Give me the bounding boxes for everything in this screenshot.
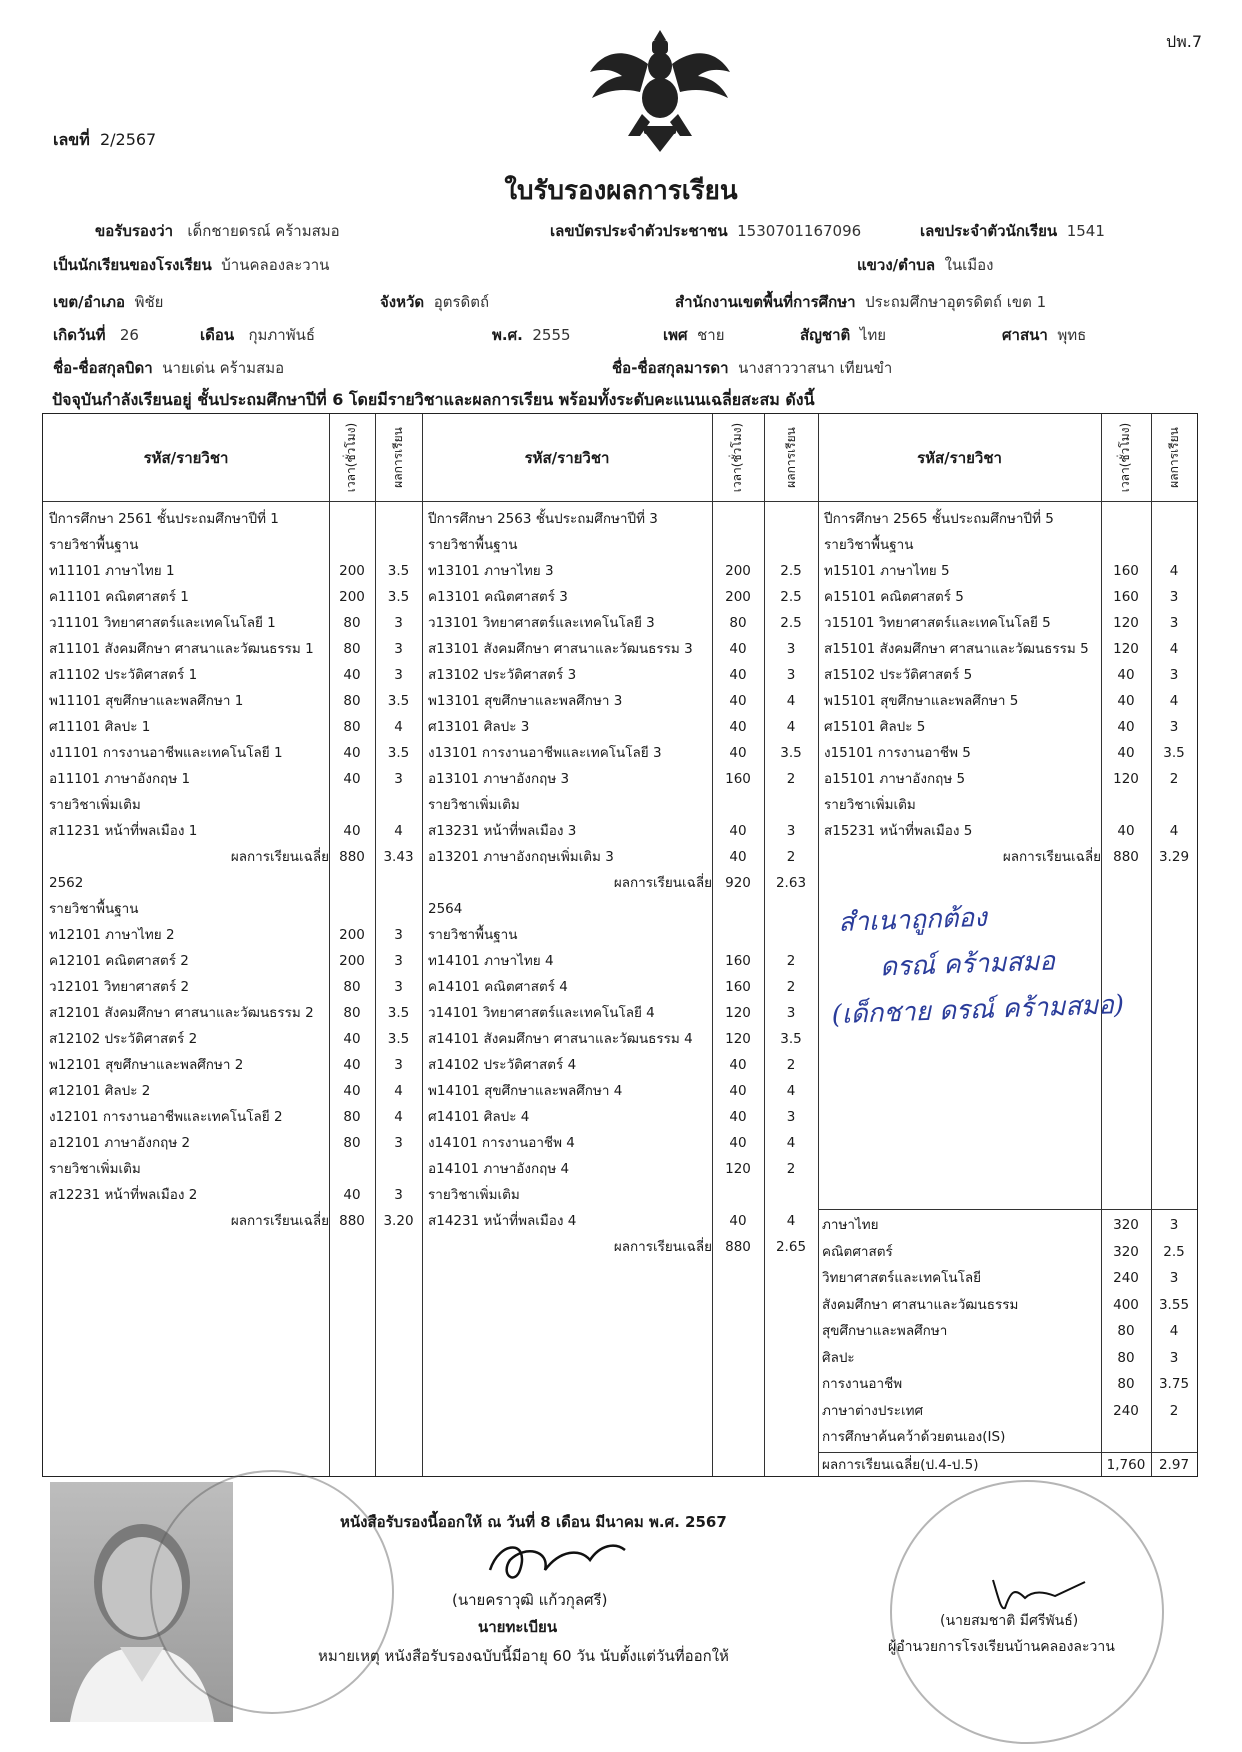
subject-name: ศ15101 ศิลปะ 5 <box>824 719 926 735</box>
subject-hours: 40 <box>729 693 747 709</box>
subject-hours: 40 <box>343 771 361 787</box>
subject-hours: 160 <box>725 771 751 787</box>
school-name: บ้านคลองละวาน <box>221 256 330 274</box>
subject-grade: 3 <box>394 1187 403 1203</box>
subject-grade: 2 <box>786 771 796 787</box>
header-subject-1: รหัส/รายวิชา <box>143 448 229 467</box>
average-label: ผลการเรียนเฉลี่ย <box>230 849 329 865</box>
subject-grade: 3.5 <box>387 745 410 761</box>
subject-name: อ15101 ภาษาอังกฤษ 5 <box>824 771 966 787</box>
summary-hours: 320 <box>1113 1217 1139 1233</box>
subject-grade: 3 <box>1169 615 1179 631</box>
id-card-number: 1530701167096 <box>737 222 862 240</box>
subject-name: ปีการศึกษา 2565 ชั้นประถมศึกษาปีที่ 5 <box>824 511 1054 527</box>
subject-hours: 200 <box>339 563 365 579</box>
subject-hours: 80 <box>729 615 747 631</box>
subject-name: อ14101 ภาษาอังกฤษ 4 <box>428 1161 570 1177</box>
average-label: ผลการเรียนเฉลี่ย <box>613 1239 712 1255</box>
certify-row: ขอรับรองว่า เด็กชายดรณ์ คร้ามสมอ <box>95 222 340 240</box>
subject-hours <box>1101 792 1151 818</box>
garuda-emblem-icon <box>584 26 736 156</box>
validity-note: หมายเหตุ หนังสือรับรองฉบับนี้มีอายุ 60 วัน นับตั้งแต่วันที่ออกให้ <box>318 1647 729 1665</box>
summary-total-row <box>818 1452 1197 1477</box>
subject-hours: 40 <box>343 1031 361 1047</box>
subject-grade: 3 <box>394 771 403 787</box>
summary-subject: ภาษาไทย <box>822 1217 879 1233</box>
subject-name: รายวิชาเพิ่มเติม <box>428 797 520 813</box>
summary-subject: ภาษาต่างประเทศ <box>822 1402 924 1419</box>
subject-grade: 2 <box>786 953 796 969</box>
subject-name: ค15101 คณิตศาสตร์ 5 <box>824 589 964 605</box>
average-label: ผลการเรียนเฉลี่ย <box>1002 849 1101 865</box>
birth-month-row: เดือน กุมภาพันธ์ <box>200 326 316 344</box>
subject-name: ค14101 คณิตศาสตร์ 4 <box>428 979 568 995</box>
subject-hours <box>712 532 764 558</box>
header-grade-1: ผลการเรียน <box>391 427 405 488</box>
birth-day-row: เกิดวันที่ 26 <box>53 326 139 344</box>
subject-name: อ13101 ภาษาอังกฤษ 3 <box>428 771 570 787</box>
father-row: ชื่อ-ชื่อสกุลบิดา นายเด่น คร้ามสมอ <box>53 359 285 377</box>
subject-grade <box>1151 792 1197 818</box>
subject-name: ศ12101 ศิลปะ 2 <box>49 1083 151 1099</box>
subject-name: รายวิชาพื้นฐาน <box>824 537 914 553</box>
subject-name: ง12101 การงานอาชีพและเทคโนโลยี 2 <box>49 1109 283 1125</box>
subject-grade: 3 <box>394 641 403 657</box>
subject-grade: 3 <box>394 979 403 995</box>
average-label: ผลการเรียนเฉลี่ย <box>613 875 712 891</box>
subject-hours: 40 <box>343 823 361 839</box>
subject-grade: 3 <box>394 927 403 943</box>
religion-row: ศาสนา พุทธ <box>1002 326 1087 344</box>
document-title: ใบรับรองผลการเรียน <box>504 176 738 206</box>
subject-hours: 920 <box>725 875 751 891</box>
subject-grade: 2 <box>786 1161 796 1177</box>
intro-sentence: ปัจจุบันกำลังเรียนอยู่ ชั้นประถมศึกษาปีที่ 6 โดยมีรายวิชาและผลการเรียน พร้อมทั้งระดับคะแนนเฉลี่ยสะสม ดังนี้ <box>52 390 815 409</box>
subject-grade <box>764 506 818 532</box>
subject-name: พ11101 สุขศึกษาและพลศึกษา 1 <box>49 693 244 709</box>
subject-grade: 3.5 <box>387 563 410 579</box>
summary-hours: 240 <box>1113 1402 1139 1419</box>
summary-grade: 4 <box>1169 1323 1179 1339</box>
subject-grade: 3 <box>394 953 403 969</box>
subject-name: ค12101 คณิตศาสตร์ 2 <box>49 953 189 969</box>
subject-name: รายวิชาพื้นฐาน <box>428 537 518 553</box>
subject-name: รายวิชาพื้นฐาน <box>49 537 139 553</box>
subject-name: ส13231 หน้าที่พลเมือง 3 <box>428 823 577 839</box>
subject-hours <box>712 792 764 818</box>
subject-hours: 40 <box>729 1057 747 1073</box>
summary-hours <box>1101 1424 1151 1450</box>
summary-hours: 400 <box>1113 1296 1139 1313</box>
subject-name: รายวิชาเพิ่มเติม <box>824 797 916 813</box>
subdistrict: ในเมือง <box>944 256 994 274</box>
subject-grade: 3.5 <box>780 745 802 761</box>
registrar-position: นายทะเบียน <box>478 1618 558 1636</box>
student-no-row: เลขประจำตัวนักเรียน 1541 <box>920 222 1105 240</box>
subject-hours: 160 <box>1113 589 1139 605</box>
subject-hours: 200 <box>339 953 365 969</box>
subject-name: พ13101 สุขศึกษาและพลศึกษา 3 <box>428 693 623 709</box>
handwritten-certification: สำเนาถูกต้อง ดรณ์ คร้ามสมอ (เด็กชาย ดรณ์ คร้ามสมอ) <box>831 902 1125 1031</box>
subject-hours: 120 <box>1113 771 1139 787</box>
subject-grade: 3 <box>394 667 403 683</box>
subject-grade <box>375 506 422 532</box>
subject-name: 2564 <box>428 901 463 917</box>
subject-hours: 120 <box>1113 615 1139 631</box>
school-row: เป็นนักเรียนของโรงเรียน บ้านคลองละวาน <box>53 256 330 274</box>
subject-hours: 120 <box>725 1161 751 1177</box>
summary-total-hours: 1,760 <box>1106 1457 1146 1473</box>
subject-name: 2562 <box>49 875 84 891</box>
subject-name: รายวิชาพื้นฐาน <box>49 901 139 917</box>
subject-name: ส15101 สังคมศึกษา ศาสนาและวัฒนธรรม 5 <box>824 641 1089 657</box>
subject-name: ส12101 สังคมศึกษา ศาสนาและวัฒนธรรม 2 <box>49 1005 314 1021</box>
subject-grade: 4 <box>394 1109 403 1125</box>
summary-subject: วิทยาศาสตร์และเทคโนโลยี <box>822 1270 982 1286</box>
subject-hours: 120 <box>725 1005 751 1021</box>
subject-grade: 3.20 <box>383 1213 414 1229</box>
subject-name: ส12231 หน้าที่พลเมือง 2 <box>49 1187 198 1203</box>
subject-hours: 880 <box>1113 849 1139 865</box>
subject-name: ท12101 ภาษาไทย 2 <box>49 927 175 943</box>
subject-hours: 40 <box>729 849 747 865</box>
subject-grade <box>764 792 818 818</box>
subject-name: ท14101 ภาษาไทย 4 <box>428 953 554 969</box>
subject-hours: 40 <box>343 1083 361 1099</box>
subject-hours: 40 <box>343 1057 361 1073</box>
summary-hours: 320 <box>1113 1243 1139 1260</box>
province: อุตรดิตถ์ <box>433 293 490 311</box>
subject-grade: 3.5 <box>387 1005 410 1021</box>
subject-name: ว12101 วิทยาศาสตร์ 2 <box>49 979 190 995</box>
summary-subject: สุขศึกษาและพลศึกษา <box>822 1323 948 1339</box>
average-label: ผลการเรียนเฉลี่ย <box>230 1213 329 1229</box>
subject-hours <box>712 896 764 922</box>
subject-grade: 3.5 <box>780 1031 802 1047</box>
subject-grade <box>375 792 422 818</box>
subject-hours: 80 <box>343 1005 361 1021</box>
subject-name: อ12101 ภาษาอังกฤษ 2 <box>49 1135 191 1151</box>
subject-name: ว11101 วิทยาศาสตร์และเทคโนโลยี 1 <box>49 615 276 631</box>
subject-name: ส14101 สังคมศึกษา ศาสนาและวัฒนธรรม 4 <box>428 1031 693 1047</box>
subject-name: ส12102 ประวัติศาสตร์ 2 <box>49 1031 198 1047</box>
subject-name: พ12101 สุขศึกษาและพลศึกษา 2 <box>49 1057 244 1073</box>
subject-grade: 3 <box>1169 667 1179 683</box>
subject-name: ท13101 ภาษาไทย 3 <box>428 563 554 579</box>
subject-name: ส11102 ประวัติศาสตร์ 1 <box>49 667 198 683</box>
subject-hours <box>712 506 764 532</box>
subject-grade: 3 <box>786 667 796 683</box>
education-office-row: สำนักงานเขตพื้นที่การศึกษา ประถมศึกษาอุตรดิตถ์ เขต 1 <box>675 293 1047 311</box>
summary-total-label: ผลการเรียนเฉลี่ย(ป.4-ป.5) <box>822 1457 979 1473</box>
subject-grade <box>764 1182 818 1208</box>
subject-grade: 2.5 <box>780 563 802 579</box>
summary-total-grade: 2.97 <box>1158 1457 1190 1473</box>
subject-grade: 4 <box>1169 563 1179 579</box>
subject-name: ง15101 การงานอาชีพ 5 <box>824 745 971 761</box>
summary-box <box>818 1209 1197 1453</box>
subject-grade: 4 <box>1169 823 1179 839</box>
subject-grade: 3 <box>394 615 403 631</box>
subject-grade: 4 <box>786 1213 796 1229</box>
summary-subject: สังคมศึกษา ศาสนาและวัฒนธรรม <box>822 1296 1019 1313</box>
subject-grade: 3 <box>786 1109 796 1125</box>
header-subject-2: รหัส/รายวิชา <box>524 448 610 467</box>
subject-name: รายวิชาเพิ่มเติม <box>49 1161 141 1177</box>
subject-grade: 3 <box>1169 589 1179 605</box>
subject-name: พ15101 สุขศึกษาและพลศึกษา 5 <box>824 693 1019 709</box>
subject-hours <box>329 870 375 896</box>
subject-name: อ11101 ภาษาอังกฤษ 1 <box>49 771 191 787</box>
subject-hours: 200 <box>725 563 751 579</box>
subject-name: ศ11101 ศิลปะ 1 <box>49 719 151 735</box>
subject-hours: 80 <box>343 641 361 657</box>
subject-grade: 2.5 <box>780 589 802 605</box>
subject-hours: 120 <box>725 1031 751 1047</box>
summary-subject: ศิลปะ <box>822 1349 855 1366</box>
subject-name: ง11101 การงานอาชีพและเทคโนโลยี 1 <box>49 745 283 761</box>
subject-grade <box>375 532 422 558</box>
subject-hours <box>1101 532 1151 558</box>
mother-row: ชื่อ-ชื่อสกุลมารดา นางสาววาสนา เทียนขำ <box>612 359 893 377</box>
subject-grade: 4 <box>786 1083 796 1099</box>
subject-hours: 40 <box>729 1135 747 1151</box>
subject-hours: 40 <box>1117 719 1135 735</box>
subdistrict-row: แขวง/ตำบล ในเมือง <box>857 256 994 274</box>
subject-hours: 80 <box>343 693 361 709</box>
subject-hours: 160 <box>1113 563 1139 579</box>
form-code: ปพ.7 <box>1166 32 1202 51</box>
director-name: (นายสมชาติ มีศรีพันธ์) <box>940 1613 1079 1629</box>
subject-grade: 4 <box>786 1135 796 1151</box>
subject-name: อ13201 ภาษาอังกฤษเพิ่มเติม 3 <box>428 849 614 865</box>
subject-name: รายวิชาเพิ่มเติม <box>49 797 141 813</box>
subject-grade <box>375 870 422 896</box>
subject-grade: 2.5 <box>780 615 802 631</box>
subject-hours: 40 <box>1117 823 1135 839</box>
subject-hours <box>712 922 764 948</box>
subject-name: ส15102 ประวัติศาสตร์ 5 <box>824 667 973 683</box>
subject-grade: 2.65 <box>775 1239 807 1255</box>
director-position: ผู้อำนวยการโรงเรียนบ้านคลองละวาน <box>888 1639 1115 1655</box>
subject-name: ปีการศึกษา 2563 ชั้นประถมศึกษาปีที่ 3 <box>428 511 658 527</box>
summary-subject: คณิตศาสตร์ <box>822 1243 893 1260</box>
subject-hours: 880 <box>339 1213 365 1229</box>
subject-grade <box>1151 506 1197 532</box>
subject-hours: 40 <box>1117 693 1135 709</box>
subject-hours: 40 <box>729 745 747 761</box>
subject-grade: 3.5 <box>387 589 410 605</box>
education-office: ประถมศึกษาอุตรดิตถ์ เขต 1 <box>865 293 1047 311</box>
subject-hours: 80 <box>343 719 361 735</box>
subject-hours: 40 <box>343 745 361 761</box>
subject-name: ส14231 หน้าที่พลเมือง 4 <box>428 1213 577 1229</box>
subject-hours <box>329 532 375 558</box>
subject-name: ส11101 สังคมศึกษา ศาสนาและวัฒนธรรม 1 <box>49 641 314 657</box>
subject-name: รายวิชาเพิ่มเติม <box>428 1187 520 1203</box>
subject-hours: 40 <box>729 641 747 657</box>
subject-hours: 200 <box>339 589 365 605</box>
subject-hours: 40 <box>729 667 747 683</box>
subject-name: ว13101 วิทยาศาสตร์และเทคโนโลยี 3 <box>428 615 655 631</box>
subject-grade: 2.63 <box>775 875 807 891</box>
subject-hours: 40 <box>343 667 361 683</box>
subject-grade: 4 <box>1169 641 1179 657</box>
subject-grade: 3 <box>786 1005 796 1021</box>
subject-grade: 3.5 <box>1163 745 1185 761</box>
registrar-signature <box>480 1530 630 1590</box>
subject-hours <box>329 506 375 532</box>
issue-date: หนังสือรับรองนี้ออกให้ ณ วันที่ 8 เดือน มีนาคม พ.ศ. 2567 <box>340 1513 727 1531</box>
subject-grade <box>764 532 818 558</box>
summary-hours: 80 <box>1117 1349 1135 1366</box>
student-number: 1541 <box>1066 222 1105 240</box>
subject-grade: 3.43 <box>383 849 414 865</box>
summary-grade: 3.55 <box>1158 1296 1190 1313</box>
subject-name: รายวิชาพื้นฐาน <box>428 927 518 943</box>
subject-grade: 4 <box>786 719 796 735</box>
subject-grade <box>764 896 818 922</box>
subject-hours: 200 <box>339 927 365 943</box>
subject-hours: 40 <box>1117 745 1135 761</box>
summary-grade: 3 <box>1169 1349 1179 1366</box>
subject-hours: 120 <box>1113 641 1139 657</box>
subject-name: ส13101 สังคมศึกษา ศาสนาและวัฒนธรรม 3 <box>428 641 693 657</box>
registrar-name: (นายคราวุฒิ แก้วกุลศรี) <box>452 1591 608 1609</box>
subject-name: ค11101 คณิตศาสตร์ 1 <box>49 589 189 605</box>
subject-hours: 80 <box>343 1135 361 1151</box>
header-hours-2: เวลา(ชั่วโมง) <box>730 422 745 493</box>
subject-name: ว15101 วิทยาศาสตร์และเทคโนโลยี 5 <box>824 615 1051 631</box>
subject-grade <box>375 896 422 922</box>
summary-grade: 2 <box>1169 1402 1179 1419</box>
subject-hours: 160 <box>725 979 751 995</box>
subject-grade: 4 <box>394 1083 403 1099</box>
subject-hours: 40 <box>729 1109 747 1125</box>
subject-grade <box>375 1156 422 1182</box>
subject-grade: 3.29 <box>1158 849 1190 865</box>
subject-hours: 160 <box>725 953 751 969</box>
summary-subject: การศึกษาค้นคว้าด้วยตนเอง(IS) <box>822 1429 1006 1445</box>
summary-grade: 3 <box>1169 1270 1179 1286</box>
summary-subject: การงานอาชีพ <box>822 1376 903 1392</box>
subject-hours: 880 <box>725 1239 751 1255</box>
subject-name: ปีการศึกษา 2561 ชั้นประถมศึกษาปีที่ 1 <box>49 511 279 527</box>
subject-hours: 40 <box>343 1187 361 1203</box>
subject-grade: 3 <box>394 1135 403 1151</box>
subject-name: ส14102 ประวัติศาสตร์ 4 <box>428 1057 577 1073</box>
subject-grade: 3 <box>394 1057 403 1073</box>
subject-hours <box>329 792 375 818</box>
subject-hours: 80 <box>343 979 361 995</box>
subject-name: พ14101 สุขศึกษาและพลศึกษา 4 <box>428 1083 623 1099</box>
subject-name: ส11231 หน้าที่พลเมือง 1 <box>49 823 198 839</box>
province-row: จังหวัด อุตรดิตถ์ <box>380 293 490 311</box>
subject-hours <box>329 1156 375 1182</box>
subject-name: ศ13101 ศิลปะ 3 <box>428 719 530 735</box>
subject-name: ศ14101 ศิลปะ 4 <box>428 1109 530 1125</box>
subject-grade: 3 <box>1169 719 1179 735</box>
district: พิชัย <box>134 293 164 311</box>
summary-grade: 2.5 <box>1163 1243 1185 1260</box>
subject-name: ค13101 คณิตศาสตร์ 3 <box>428 589 568 605</box>
subject-hours: 40 <box>729 719 747 735</box>
subject-hours <box>329 896 375 922</box>
subject-hours: 40 <box>729 823 747 839</box>
birth-year-row: พ.ศ. 2555 <box>492 326 571 344</box>
header-grade-3: ผลการเรียน <box>1166 427 1181 488</box>
subject-grade: 2 <box>786 1057 796 1073</box>
district-row: เขต/อำเภอ พิชัย <box>53 293 164 311</box>
header-hours-3: เวลา(ชั่วโมง) <box>1118 422 1133 493</box>
director-signature <box>985 1570 1095 1615</box>
subject-grade: 4 <box>1169 693 1179 709</box>
subject-name: ง14101 การงานอาชีพ 4 <box>428 1135 575 1151</box>
subject-name: ท11101 ภาษาไทย 1 <box>49 563 175 579</box>
subject-grade <box>764 922 818 948</box>
subject-hours: 40 <box>729 1083 747 1099</box>
document-number: เลขที่ 2/2567 <box>53 130 157 149</box>
subject-grade: 4 <box>394 719 403 735</box>
subject-name: ว14101 วิทยาศาสตร์และเทคโนโลยี 4 <box>428 1005 655 1021</box>
header-hours-1: เวลา(ชั่วโมง) <box>344 422 359 493</box>
subject-hours: 80 <box>343 1109 361 1125</box>
subject-grade: 4 <box>394 823 403 839</box>
sex-row: เพศ ชาย <box>663 326 725 344</box>
header-divider <box>43 501 1197 502</box>
summary-grade <box>1151 1424 1197 1450</box>
nationality-row: สัญชาติ ไทย <box>800 326 887 344</box>
summary-grade: 3.75 <box>1158 1376 1190 1392</box>
subject-grade: 2 <box>1169 771 1179 787</box>
id-card-row: เลขบัตรประจำตัวประชาชน 1530701167096 <box>550 222 862 240</box>
subject-name: ส13102 ประวัติศาสตร์ 3 <box>428 667 577 683</box>
summary-grade: 3 <box>1169 1217 1179 1233</box>
subject-hours: 200 <box>725 589 751 605</box>
subject-grade: 3.5 <box>387 693 410 709</box>
subject-grade: 3.5 <box>387 1031 410 1047</box>
header-grade-2: ผลการเรียน <box>783 427 798 488</box>
subject-grade: 2 <box>786 849 796 865</box>
subject-hours: 40 <box>1117 667 1135 683</box>
subject-grade: 3 <box>786 641 796 657</box>
header-subject-3: รหัส/รายวิชา <box>917 448 1002 467</box>
subject-grade: 2 <box>786 979 796 995</box>
subject-name: ง13101 การงานอาชีพและเทคโนโลยี 3 <box>428 745 662 761</box>
subject-hours: 80 <box>343 615 361 631</box>
subject-hours: 880 <box>339 849 365 865</box>
subject-hours <box>712 1182 764 1208</box>
subject-name: ท15101 ภาษาไทย 5 <box>824 563 950 579</box>
subject-grade: 3 <box>786 823 796 839</box>
summary-hours: 80 <box>1117 1376 1135 1392</box>
school-seal-left <box>150 1470 394 1714</box>
subject-grade: 4 <box>786 693 796 709</box>
subject-grade <box>1151 532 1197 558</box>
student-name: เด็กชายดรณ์ คร้ามสมอ <box>187 222 340 240</box>
subject-name: ส15231 หน้าที่พลเมือง 5 <box>824 823 973 839</box>
subject-hours: 40 <box>729 1213 747 1229</box>
subject-hours <box>1101 506 1151 532</box>
summary-hours: 240 <box>1113 1270 1139 1286</box>
summary-hours: 80 <box>1117 1323 1135 1339</box>
